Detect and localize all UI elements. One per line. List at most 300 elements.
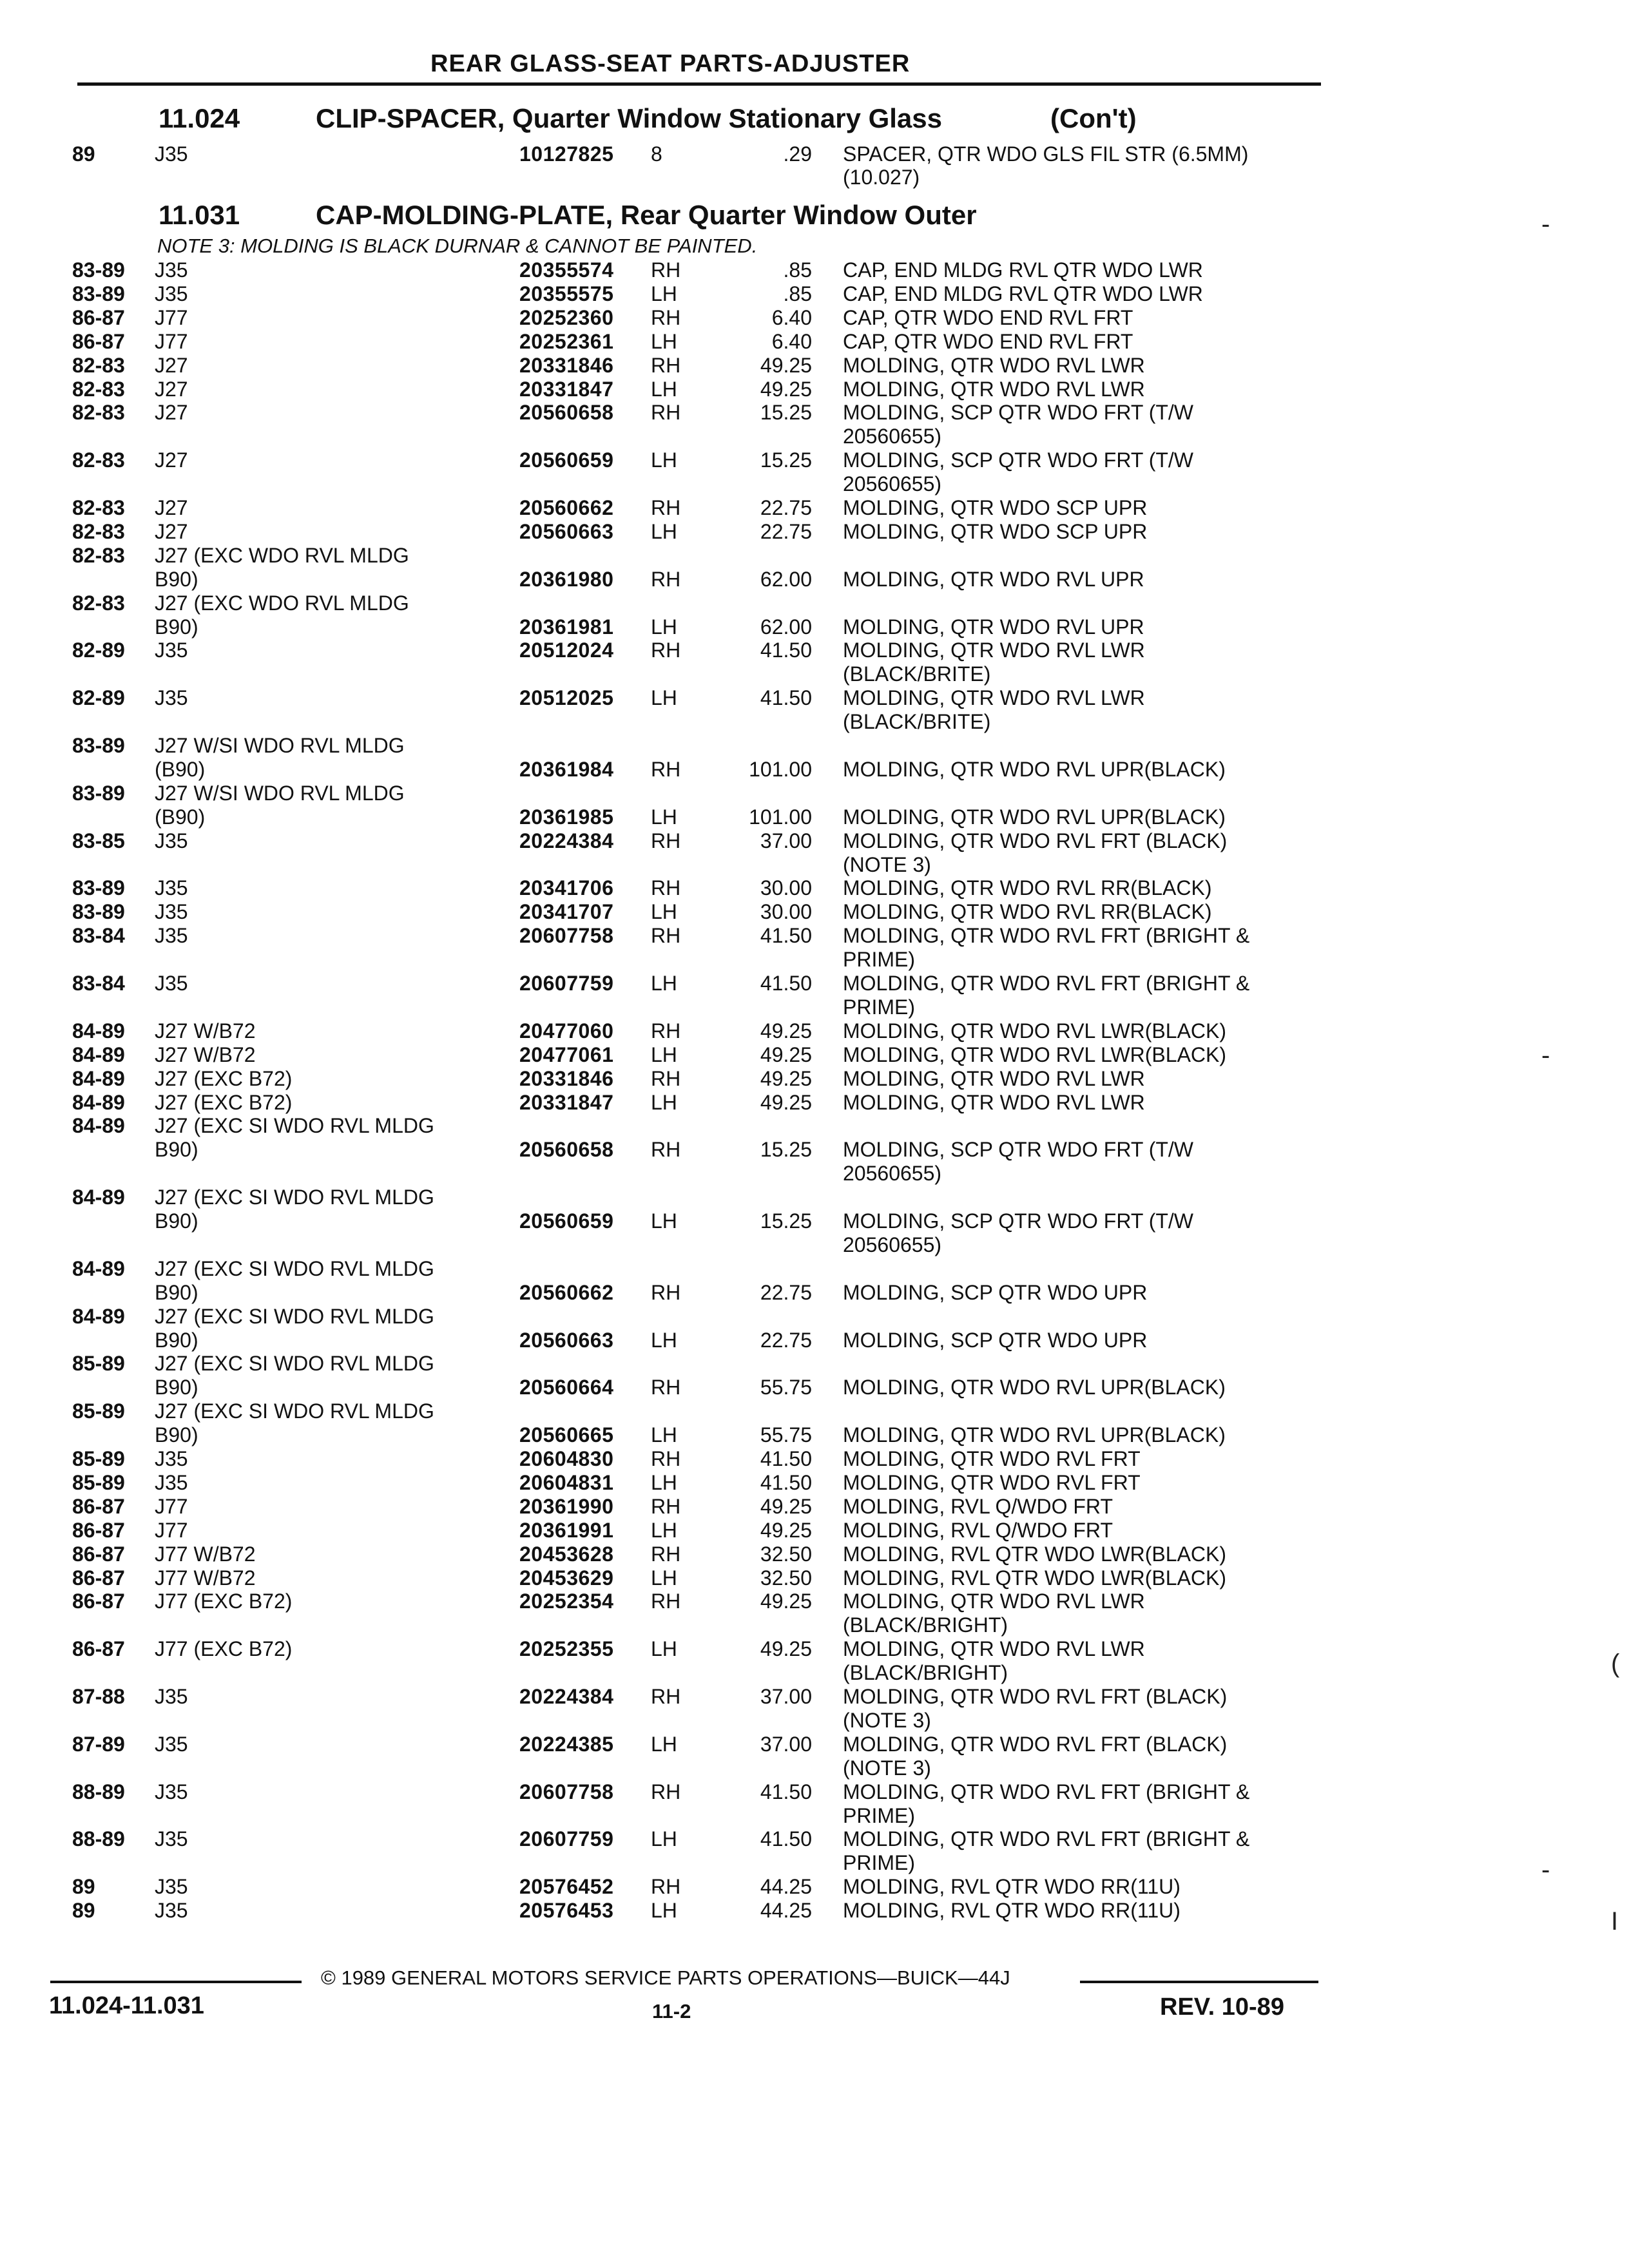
- side-cell: RH: [651, 1067, 681, 1090]
- year-cell: 84-89: [72, 1043, 125, 1066]
- table-row: [0, 805, 1629, 831]
- part-number-cell: 20607759: [519, 972, 614, 995]
- price-cell: 37.00: [760, 829, 812, 852]
- application-cell: J35: [155, 1827, 188, 1850]
- price-cell: 55.75: [760, 1376, 812, 1399]
- application-cell: B90): [155, 1209, 198, 1233]
- part-number-cell: 20224384: [519, 829, 614, 852]
- application-cell: B90): [155, 615, 198, 639]
- year-cell: 86-87: [72, 306, 125, 329]
- part-number-cell: 20560659: [519, 448, 614, 472]
- description-cell: (BLACK/BRITE): [843, 662, 991, 686]
- application-cell: J77: [155, 1519, 188, 1542]
- part-number-cell: 20331846: [519, 354, 614, 377]
- part-number-cell: 20252361: [519, 330, 614, 353]
- part-number-cell: 20361981: [519, 615, 614, 639]
- description-cell: MOLDING, QTR WDO SCP UPR: [843, 496, 1148, 519]
- part-number-cell: 20604830: [519, 1447, 614, 1470]
- table-row: [0, 757, 1629, 783]
- part-number-cell: 20453628: [519, 1542, 614, 1566]
- table-row: [0, 1756, 1629, 1782]
- application-cell: J27: [155, 520, 188, 543]
- section-continued: (Con't): [1050, 103, 1137, 133]
- price-cell: 49.25: [760, 354, 812, 377]
- application-cell: J27 W/SI WDO RVL MLDG: [155, 782, 405, 805]
- description-cell: MOLDING, QTR WDO RVL FRT (BRIGHT &: [843, 972, 1250, 995]
- table-row: [0, 1613, 1629, 1639]
- application-cell: B90): [155, 1423, 198, 1446]
- table-row: [0, 733, 1629, 759]
- table-row: [0, 1898, 1629, 1924]
- year-cell: 82-83: [72, 354, 125, 377]
- application-cell: J35: [155, 258, 188, 282]
- side-cell: LH: [651, 378, 677, 401]
- table-row: [0, 686, 1629, 711]
- price-cell: 41.50: [760, 1447, 812, 1470]
- part-number-cell: 20361990: [519, 1495, 614, 1518]
- part-number-cell: 20252355: [519, 1637, 614, 1660]
- side-cell: LH: [651, 1043, 677, 1066]
- part-number-cell: 20560658: [519, 1138, 614, 1161]
- description-cell: (NOTE 3): [843, 1709, 931, 1732]
- table-row: [0, 1043, 1629, 1068]
- part-number-cell: 20607759: [519, 1827, 614, 1850]
- part-number-cell: 20560662: [519, 496, 614, 519]
- year-cell: 84-89: [72, 1114, 125, 1137]
- side-cell: 8: [651, 142, 662, 166]
- price-cell: 22.75: [760, 1281, 812, 1304]
- price-cell: 30.00: [760, 900, 812, 923]
- table-row: [0, 543, 1629, 569]
- table-row: [0, 1708, 1629, 1734]
- side-cell: RH: [651, 354, 681, 377]
- price-cell: 55.75: [760, 1423, 812, 1446]
- application-cell: J27: [155, 496, 188, 519]
- description-cell: (BLACK/BRIGHT): [843, 1661, 1008, 1684]
- price-cell: 6.40: [771, 306, 812, 329]
- application-cell: (B90): [155, 805, 206, 829]
- description-cell: MOLDING, QTR WDO RVL LWR: [843, 686, 1145, 709]
- description-cell: CAP, END MLDG RVL QTR WDO LWR: [843, 258, 1203, 282]
- table-row: [0, 1470, 1629, 1496]
- edge-mark: -: [1541, 1041, 1550, 1070]
- application-cell: J27 (EXC SI WDO RVL MLDG: [155, 1399, 434, 1423]
- part-number-cell: 20560663: [519, 520, 614, 543]
- price-cell: 41.50: [760, 924, 812, 947]
- table-row: [0, 165, 1629, 191]
- description-cell: (BLACK/BRIGHT): [843, 1613, 1008, 1637]
- side-cell: RH: [651, 496, 681, 519]
- part-number-cell: 20331847: [519, 378, 614, 401]
- table-row: [0, 1684, 1629, 1710]
- description-cell: MOLDING, SCP QTR WDO FRT (T/W: [843, 1209, 1193, 1233]
- table-row: [0, 1518, 1629, 1544]
- price-cell: 44.25: [760, 1875, 812, 1898]
- year-cell: 86-87: [72, 1542, 125, 1566]
- application-cell: J35: [155, 1875, 188, 1898]
- year-cell: 84-89: [72, 1019, 125, 1043]
- price-cell: 41.50: [760, 686, 812, 709]
- application-cell: B90): [155, 568, 198, 591]
- description-cell: MOLDING, QTR WDO RVL RR(BLACK): [843, 876, 1212, 899]
- price-cell: .29: [783, 142, 812, 166]
- part-number-cell: 20331846: [519, 1067, 614, 1090]
- year-cell: 82-89: [72, 686, 125, 709]
- section-title: CAP-MOLDING-PLATE, Rear Quarter Window Outer: [316, 200, 977, 230]
- price-cell: 41.50: [760, 1827, 812, 1850]
- side-cell: LH: [651, 972, 677, 995]
- table-row: [0, 947, 1629, 973]
- description-cell: 20560655): [843, 472, 942, 495]
- table-row: [0, 829, 1629, 854]
- price-cell: 62.00: [760, 568, 812, 591]
- price-cell: 44.25: [760, 1899, 812, 1922]
- description-cell: 20560655): [843, 1233, 942, 1256]
- year-cell: 89: [72, 1899, 95, 1922]
- table-row: [0, 329, 1629, 355]
- table-row: [0, 282, 1629, 307]
- side-cell: RH: [651, 1138, 681, 1161]
- year-cell: 87-88: [72, 1685, 125, 1708]
- description-cell: MOLDING, RVL QTR WDO RR(11U): [843, 1899, 1181, 1922]
- part-number-cell: 20607758: [519, 1780, 614, 1803]
- footer-page-number: 11-2: [652, 2000, 691, 2023]
- footer-section-range: 11.024-11.031: [49, 1992, 204, 2019]
- edge-mark: (: [1611, 1649, 1620, 1678]
- side-cell: LH: [651, 330, 677, 353]
- table-row: [0, 1874, 1629, 1900]
- side-cell: RH: [651, 829, 681, 852]
- year-cell: 82-83: [72, 496, 125, 519]
- price-cell: .85: [783, 258, 812, 282]
- table-row: [0, 781, 1629, 807]
- description-cell: (NOTE 3): [843, 853, 931, 876]
- application-cell: B90): [155, 1281, 198, 1304]
- description-cell: MOLDING, QTR WDO RVL UPR(BLACK): [843, 805, 1226, 829]
- description-cell: MOLDING, SCP QTR WDO UPR: [843, 1329, 1148, 1352]
- description-cell: PRIME): [843, 948, 915, 971]
- price-cell: 49.25: [760, 1495, 812, 1518]
- header-rule: [77, 82, 1321, 86]
- description-cell: MOLDING, QTR WDO RVL FRT (BRIGHT &: [843, 1827, 1250, 1850]
- application-cell: J35: [155, 876, 188, 899]
- section-note: NOTE 3: MOLDING IS BLACK DURNAR & CANNOT BE PAINTED.: [157, 235, 758, 257]
- part-number-cell: 20361991: [519, 1519, 614, 1542]
- description-cell: MOLDING, QTR WDO RVL UPR: [843, 615, 1144, 639]
- year-cell: 85-89: [72, 1447, 125, 1470]
- table-row: [0, 1375, 1629, 1401]
- price-cell: 49.25: [760, 1091, 812, 1114]
- table-row: [0, 638, 1629, 664]
- side-cell: LH: [651, 686, 677, 709]
- application-cell: J35: [155, 639, 188, 662]
- application-cell: J35: [155, 1899, 188, 1922]
- price-cell: 30.00: [760, 876, 812, 899]
- year-cell: 82-83: [72, 544, 125, 567]
- table-row: [0, 472, 1629, 497]
- description-cell: PRIME): [843, 1851, 915, 1874]
- year-cell: 84-89: [72, 1305, 125, 1328]
- application-cell: J27 (EXC SI WDO RVL MLDG: [155, 1114, 434, 1137]
- table-row: [0, 1566, 1629, 1591]
- description-cell: MOLDING, QTR WDO RVL FRT (BLACK): [843, 1733, 1228, 1756]
- year-cell: 86-87: [72, 1495, 125, 1518]
- description-cell: CAP, END MLDG RVL QTR WDO LWR: [843, 282, 1203, 305]
- table-row: [0, 1280, 1629, 1306]
- price-cell: 32.50: [760, 1542, 812, 1566]
- description-cell: MOLDING, QTR WDO RVL UPR: [843, 568, 1144, 591]
- table-row: [0, 615, 1629, 640]
- application-cell: J77 W/B72: [155, 1566, 256, 1590]
- side-cell: LH: [651, 520, 677, 543]
- side-cell: RH: [651, 639, 681, 662]
- description-cell: PRIME): [843, 1804, 915, 1827]
- year-cell: 86-87: [72, 1637, 125, 1660]
- table-row: [0, 305, 1629, 331]
- description-cell: MOLDING, QTR WDO RVL LWR: [843, 1590, 1145, 1613]
- part-number-cell: 20252360: [519, 306, 614, 329]
- side-cell: LH: [651, 282, 677, 305]
- price-cell: 6.40: [771, 330, 812, 353]
- application-cell: J27 W/B72: [155, 1043, 256, 1066]
- description-cell: MOLDING, SCP QTR WDO FRT (T/W: [843, 401, 1193, 424]
- description-cell: MOLDING, QTR WDO RVL LWR: [843, 1067, 1145, 1090]
- side-cell: LH: [651, 1519, 677, 1542]
- description-cell: MOLDING, QTR WDO RVL LWR(BLACK): [843, 1043, 1227, 1066]
- part-number-cell: 20361984: [519, 758, 614, 781]
- table-row: [0, 519, 1629, 545]
- part-number-cell: 20560663: [519, 1329, 614, 1352]
- description-cell: MOLDING, SCP QTR WDO UPR: [843, 1281, 1148, 1304]
- table-row: [0, 1066, 1629, 1092]
- part-number-cell: 20361980: [519, 568, 614, 591]
- year-cell: 83-84: [72, 924, 125, 947]
- page-header: REAR GLASS-SEAT PARTS-ADJUSTER: [430, 50, 911, 77]
- price-cell: 41.50: [760, 639, 812, 662]
- year-cell: 83-85: [72, 829, 125, 852]
- side-cell: LH: [651, 1091, 677, 1114]
- application-cell: J35: [155, 972, 188, 995]
- table-row: [0, 400, 1629, 426]
- table-row: [0, 591, 1629, 617]
- application-cell: J35: [155, 1780, 188, 1803]
- description-cell: CAP, QTR WDO END RVL FRT: [843, 330, 1133, 353]
- section-number: 11.031: [159, 200, 240, 230]
- application-cell: J27: [155, 401, 188, 424]
- table-row: [0, 1589, 1629, 1615]
- table-row: [0, 899, 1629, 925]
- price-cell: 49.25: [760, 1590, 812, 1613]
- table-row: [0, 1850, 1629, 1876]
- application-cell: B90): [155, 1329, 198, 1352]
- description-cell: MOLDING, RVL Q/WDO FRT: [843, 1519, 1113, 1542]
- part-number-cell: 20560665: [519, 1423, 614, 1446]
- table-row: [0, 448, 1629, 474]
- application-cell: J27 (EXC WDO RVL MLDG: [155, 591, 409, 615]
- part-number-cell: 20331847: [519, 1091, 614, 1114]
- footer-rule-right: [1080, 1981, 1318, 1983]
- table-row: [0, 1446, 1629, 1472]
- side-cell: LH: [651, 805, 677, 829]
- description-cell: MOLDING, QTR WDO RVL FRT: [843, 1471, 1141, 1494]
- year-cell: 85-89: [72, 1399, 125, 1423]
- year-cell: 82-83: [72, 520, 125, 543]
- price-cell: 49.25: [760, 1043, 812, 1066]
- part-number-cell: 10127825: [519, 142, 614, 166]
- part-number-cell: 20560664: [519, 1376, 614, 1399]
- description-cell: MOLDING, QTR WDO RVL LWR: [843, 1637, 1145, 1660]
- table-row: [0, 1328, 1629, 1354]
- description-cell: MOLDING, RVL QTR WDO LWR(BLACK): [843, 1542, 1227, 1566]
- description-cell: MOLDING, RVL Q/WDO FRT: [843, 1495, 1113, 1518]
- application-cell: J27 (EXC SI WDO RVL MLDG: [155, 1257, 434, 1280]
- side-cell: RH: [651, 924, 681, 947]
- description-cell: MOLDING, SCP QTR WDO FRT (T/W: [843, 448, 1193, 472]
- year-cell: 89: [72, 142, 95, 166]
- side-cell: LH: [651, 1423, 677, 1446]
- year-cell: 84-89: [72, 1257, 125, 1280]
- table-row: [0, 1827, 1629, 1852]
- side-cell: LH: [651, 1733, 677, 1756]
- application-cell: J27 W/B72: [155, 1019, 256, 1043]
- description-cell: 20560655): [843, 425, 942, 448]
- side-cell: RH: [651, 306, 681, 329]
- application-cell: J35: [155, 900, 188, 923]
- side-cell: RH: [651, 258, 681, 282]
- application-cell: J35: [155, 686, 188, 709]
- description-cell: MOLDING, QTR WDO RVL LWR(BLACK): [843, 1019, 1227, 1043]
- application-cell: J27 (EXC B72): [155, 1067, 293, 1090]
- year-cell: 85-89: [72, 1352, 125, 1375]
- table-row: [0, 567, 1629, 593]
- year-cell: 86-87: [72, 1590, 125, 1613]
- application-cell: J35: [155, 1733, 188, 1756]
- year-cell: 84-89: [72, 1067, 125, 1090]
- side-cell: RH: [651, 1376, 681, 1399]
- description-cell: 20560655): [843, 1162, 942, 1185]
- part-number-cell: 20607758: [519, 924, 614, 947]
- description-cell: MOLDING, QTR WDO RVL FRT (BRIGHT &: [843, 924, 1250, 947]
- price-cell: 22.75: [760, 496, 812, 519]
- part-number-cell: 20224384: [519, 1685, 614, 1708]
- table-row: [0, 1732, 1629, 1758]
- table-row: [0, 852, 1629, 878]
- side-cell: RH: [651, 1281, 681, 1304]
- price-cell: 101.00: [749, 758, 812, 781]
- section-title: CLIP-SPACER, Quarter Window Stationary Glass: [316, 103, 943, 133]
- table-row: [0, 1209, 1629, 1235]
- side-cell: RH: [651, 1685, 681, 1708]
- side-cell: RH: [651, 758, 681, 781]
- description-cell: PRIME): [843, 995, 915, 1019]
- side-cell: RH: [651, 876, 681, 899]
- year-cell: 84-89: [72, 1091, 125, 1114]
- edge-mark: -: [1541, 210, 1550, 238]
- price-cell: 15.25: [760, 401, 812, 424]
- table-row: [0, 1185, 1629, 1211]
- side-cell: RH: [651, 1495, 681, 1518]
- year-cell: 82-83: [72, 401, 125, 424]
- table-row: [0, 1660, 1629, 1686]
- table-row: [0, 971, 1629, 997]
- application-cell: J35: [155, 1685, 188, 1708]
- price-cell: 15.25: [760, 1138, 812, 1161]
- table-row: [0, 923, 1629, 949]
- price-cell: 37.00: [760, 1733, 812, 1756]
- part-number-cell: 20341707: [519, 900, 614, 923]
- side-cell: RH: [651, 401, 681, 424]
- table-row: [0, 1423, 1629, 1448]
- application-cell: J27: [155, 448, 188, 472]
- part-number-cell: 20477060: [519, 1019, 614, 1043]
- description-cell: MOLDING, RVL QTR WDO LWR(BLACK): [843, 1566, 1227, 1590]
- year-cell: 83-89: [72, 876, 125, 899]
- price-cell: 41.50: [760, 1780, 812, 1803]
- table-row: [0, 1019, 1629, 1044]
- description-cell: MOLDING, QTR WDO RVL LWR: [843, 1091, 1145, 1114]
- side-cell: LH: [651, 615, 677, 639]
- price-cell: 15.25: [760, 448, 812, 472]
- application-cell: (B90): [155, 758, 206, 781]
- year-cell: 85-89: [72, 1471, 125, 1494]
- table-row: [0, 495, 1629, 521]
- description-cell: MOLDING, QTR WDO RVL UPR(BLACK): [843, 1376, 1226, 1399]
- application-cell: J77 W/B72: [155, 1542, 256, 1566]
- application-cell: J77 (EXC B72): [155, 1637, 293, 1660]
- part-number-cell: 20560662: [519, 1281, 614, 1304]
- description-cell: MOLDING, QTR WDO RVL UPR(BLACK): [843, 1423, 1226, 1446]
- price-cell: 49.25: [760, 1519, 812, 1542]
- part-number-cell: 20560658: [519, 401, 614, 424]
- side-cell: LH: [651, 1329, 677, 1352]
- application-cell: J35: [155, 282, 188, 305]
- price-cell: 41.50: [760, 972, 812, 995]
- price-cell: 22.75: [760, 520, 812, 543]
- table-row: [0, 1542, 1629, 1568]
- price-cell: 62.00: [760, 615, 812, 639]
- year-cell: 83-89: [72, 282, 125, 305]
- year-cell: 87-89: [72, 1733, 125, 1756]
- description-cell: (10.027): [843, 166, 920, 189]
- price-cell: 49.25: [760, 1067, 812, 1090]
- year-cell: 82-83: [72, 448, 125, 472]
- table-row: [0, 709, 1629, 735]
- edge-mark: -: [1541, 1856, 1550, 1884]
- application-cell: B90): [155, 1376, 198, 1399]
- side-cell: LH: [651, 900, 677, 923]
- year-cell: 89: [72, 1875, 95, 1898]
- application-cell: J27 (EXC SI WDO RVL MLDG: [155, 1305, 434, 1328]
- application-cell: J27 (EXC SI WDO RVL MLDG: [155, 1352, 434, 1375]
- table-row: [0, 1090, 1629, 1116]
- footer-revision: REV. 10-89: [1160, 1994, 1284, 2021]
- application-cell: J27: [155, 354, 188, 377]
- year-cell: 86-87: [72, 1566, 125, 1590]
- table-row: [0, 258, 1629, 284]
- part-number-cell: 20453629: [519, 1566, 614, 1590]
- price-cell: 32.50: [760, 1566, 812, 1590]
- side-cell: LH: [651, 1827, 677, 1850]
- side-cell: LH: [651, 448, 677, 472]
- table-row: [0, 1161, 1629, 1187]
- table-row: [0, 353, 1629, 379]
- table-row: [0, 1233, 1629, 1258]
- part-number-cell: 20512024: [519, 639, 614, 662]
- part-number-cell: 20224385: [519, 1733, 614, 1756]
- price-cell: 49.25: [760, 1019, 812, 1043]
- table-row: [0, 142, 1629, 168]
- part-number-cell: 20252354: [519, 1590, 614, 1613]
